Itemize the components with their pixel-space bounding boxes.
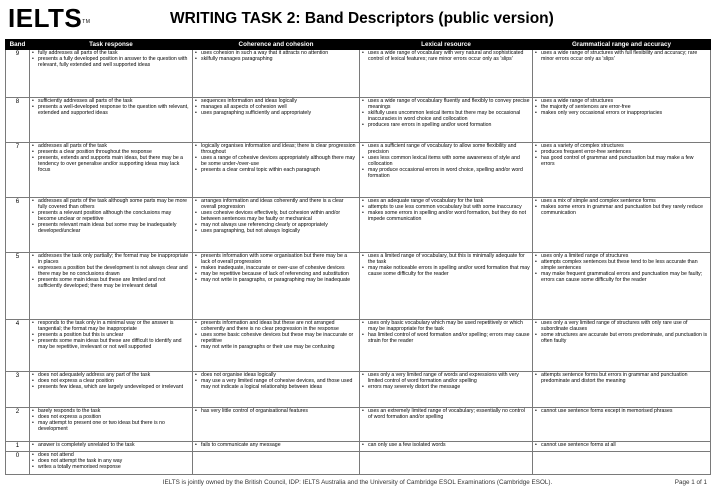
descriptor-item: • uses cohesive devices effectively, but cohesion within and/or between sentences may be faulty or mechanical [195,211,357,223]
band-row-2 [6,408,711,442]
band-row-8 [6,98,711,143]
descriptor-item: • may make noticeable errors in spelling and/or word formation that may cause some difficulty for the reader [362,266,530,278]
coherence-cohesion-list [195,254,357,284]
coherence-cohesion-list [195,144,357,174]
band-score: 5 [6,253,30,320]
descriptor-item: • produces frequent error-free sentences [535,150,708,156]
lexical-resource-list [362,373,530,391]
descriptor-item: • can only use a few isolated words [362,443,530,449]
task-response-cell [30,372,193,408]
descriptor-item: • presents few ideas, which are largely undeveloped or irrelevant [32,385,190,391]
descriptor-item: • presents some main ideas but these are limited and not sufficiently developed; there may be irrelevant detail [32,278,190,290]
descriptor-item: • produces rare errors in spelling and/or word formation [362,123,530,129]
coherence-cohesion-list [195,321,357,351]
descriptor-item: • uses a variety of complex structures [535,144,708,150]
descriptor-item: • presents a clear central topic within each paragraph [195,168,357,174]
lexical-resource-cell [360,143,533,198]
header-band: Band [6,40,30,50]
band-row-1 [6,442,711,452]
descriptor-item: • does not express a clear position [32,379,190,385]
descriptor-item: • uses a wide range of structures with full flexibility and accuracy; rare minor errors occur only as 'slips' [535,51,708,63]
page-title: WRITING TASK 2: Band Descriptors (public version) [170,10,554,27]
lexical-resource-cell [360,253,533,320]
descriptor-item: • makes inadequate, inaccurate or over-use of cohesive devices [195,266,357,272]
grammatical-range-list [535,51,708,63]
descriptor-item: • uses only a very limited range of structures with only rare use of subordinate clauses [535,321,708,333]
grammatical-range-cell [533,320,711,372]
band-score: 9 [6,50,30,98]
descriptor-item: • uses less common lexical items with some awareness of style and collocation [362,156,530,168]
page-number: Page 1 of 1 [674,479,707,486]
grammatical-range-cell [533,98,711,143]
band-score: 8 [6,98,30,143]
band-descriptors-table [5,39,711,475]
descriptor-item: • makes only very occasional errors or inappropriacies [535,111,708,117]
lexical-resource-list [362,144,530,179]
band-score: 3 [6,372,30,408]
grammatical-range-cell [533,253,711,320]
task-response-cell [30,253,193,320]
descriptor-item: • the majority of sentences are error-free [535,105,708,111]
coherence-cohesion-cell [193,253,360,320]
band-row-9 [6,50,711,98]
descriptor-item: • sequences information and ideas logically [195,99,357,105]
lexical-resource-list [362,51,530,63]
coherence-cohesion-list [195,51,357,63]
band-row-0 [6,452,711,475]
coherence-cohesion-cell [193,442,360,452]
task-response-list [32,453,190,471]
descriptor-item: • fully addresses all parts of the task [32,51,190,57]
grammatical-range-cell [533,442,711,452]
descriptor-item: • addresses all parts of the task although some parts may be more fully covered than others [32,199,190,211]
grammatical-range-cell [533,198,711,253]
descriptor-item: • cannot use sentence forms except in memorised phrases [535,409,708,415]
descriptor-item: • some structures are accurate but errors predominate, and punctuation is often faulty [535,333,708,345]
descriptor-item: • presents some main ideas but these are difficult to identify and may be repetitive, irrelevant or not well supported [32,339,190,351]
task-response-list [32,199,190,234]
descriptor-item: • uses paragraphing sufficiently and appropriately [195,111,357,117]
header-grammatical-range: Grammatical range and accuracy [533,40,711,50]
task-response-cell [30,320,193,372]
band-score: 4 [6,320,30,372]
descriptor-item: • makes some errors in grammar and punctuation but they rarely reduce communication [535,205,708,217]
descriptor-item: • expresses a position but the development is not always clear and there may be no conclusions drawn [32,266,190,278]
header-lexical-resource: Lexical resource [360,40,533,50]
descriptor-item: • does not express a position [32,415,190,421]
descriptor-item: • arranges information and ideas coherently and there is a clear overall progression [195,199,357,211]
lexical-resource-cell [360,320,533,372]
lexical-resource-list [362,254,530,278]
grammatical-range-cell [533,372,711,408]
descriptor-item: • skilfully manages paragraphing [195,57,357,63]
footer-note: IELTS is jointly owned by the British Council, IDP: IELTS Australia and the University of Cambridge ESOL Examinations (Cambridge ESOL). [162,479,553,486]
descriptor-item: • uses a range of cohesive devices appropriately although there may be some under-/over-use [195,156,357,168]
grammatical-range-list [535,409,708,415]
descriptor-item: • presents relevant main ideas but some may be inadequately developed/unclear [32,223,190,235]
descriptor-item: • uses some basic cohesive devices but these may be inaccurate or repetitive [195,333,357,345]
descriptor-item: • does not organise ideas logically [195,373,357,379]
grammatical-range-list [535,321,708,345]
lexical-resource-cell [360,442,533,452]
descriptor-item: • presents information and ideas but these are not arranged coherently and there is no clear progression in the response [195,321,357,333]
ielts-logo [8,3,90,33]
band-row-3 [6,372,711,408]
grammatical-range-cell [533,408,711,442]
task-response-list [32,99,190,117]
grammatical-range-list [535,443,708,449]
descriptor-item: • makes some errors in spelling and/or word formation, but they do not impede communication [362,211,530,223]
task-response-cell [30,442,193,452]
coherence-cohesion-cell [193,372,360,408]
descriptor-item: • has good control of grammar and punctuation but may make a few errors [535,156,708,168]
descriptor-item: • presents a clear position throughout the response [32,150,190,156]
descriptor-item: • responds to the task only in a minimal way or the answer is tangential; the format may be inappropriate [32,321,190,333]
descriptor-item: • cannot use sentence forms at all [535,443,708,449]
coherence-cohesion-cell [193,452,360,475]
descriptor-item: • barely responds to the task [32,409,190,415]
descriptor-item: • presents a well-developed response to the question with relevant, extended and supported ideas [32,105,190,117]
lexical-resource-list [362,409,530,421]
task-response-cell [30,198,193,253]
table-body [6,50,711,475]
band-row-5 [6,253,711,320]
descriptor-item: • may not write in paragraphs, or paragraphing may be inadequate [195,278,357,284]
band-score: 1 [6,442,30,452]
coherence-cohesion-list [195,409,357,415]
task-response-cell [30,143,193,198]
descriptor-item: • may use a very limited range of cohesive devices, and those used may not indicate a logical relationship between ideas [195,379,357,391]
descriptor-item: • uses a wide range of vocabulary with very natural and sophisticated control of lexical features; rare minor errors occur only as 'slips' [362,51,530,63]
descriptor-item: • uses a mix of simple and complex sentence forms [535,199,708,205]
lexical-resource-list [362,199,530,223]
descriptor-item: • presents information with some organisation but there may be a lack of overall progression [195,254,357,266]
task-response-list [32,321,190,351]
lexical-resource-list [362,99,530,129]
descriptor-item: • writes a totally memorised response [32,465,190,471]
coherence-cohesion-cell [193,50,360,98]
lexical-resource-cell [360,452,533,475]
logo-text: IELTS [8,3,83,33]
descriptor-item: • errors may severely distort the message [362,385,530,391]
band-score: 6 [6,198,30,253]
task-response-cell [30,50,193,98]
band-score: 7 [6,143,30,198]
table-header-row [6,40,711,50]
lexical-resource-cell [360,98,533,143]
grammatical-range-list [535,254,708,284]
lexical-resource-cell [360,408,533,442]
descriptor-item: • uses cohesion in such a way that it attracts no attention [195,51,357,57]
descriptor-item: • uses only a limited range of structures [535,254,708,260]
task-response-list [32,144,190,174]
band-row-6 [6,198,711,253]
descriptor-item: • attempts sentence forms but errors in grammar and punctuation predominate and distort the meaning [535,373,708,385]
band-row-7 [6,143,711,198]
descriptor-item: • presents, extends and supports main ideas, but there may be a tendency to over generalise and/or supporting ideas may lack focus [32,156,190,174]
descriptor-item: • presents a fully developed position in answer to the question with relevant, fully extended and well supported ideas [32,57,190,69]
task-response-list [32,443,190,449]
descriptor-item: • addresses all parts of the task [32,144,190,150]
descriptor-item: • does not attend [32,453,190,459]
descriptor-item: • does not attempt the task in any way [32,459,190,465]
grammatical-range-list [535,373,708,385]
descriptor-item: • uses a sufficient range of vocabulary to allow some flexibility and precision [362,144,530,156]
descriptor-item: • uses a limited range of vocabulary, but this is minimally adequate for the task [362,254,530,266]
descriptor-item: • does not adequately address any part of the task [32,373,190,379]
descriptor-item: • attempts to use less common vocabulary but with some inaccuracy [362,205,530,211]
descriptor-item: • may not write in paragraphs or their use may be confusing [195,345,357,351]
lexical-resource-cell [360,198,533,253]
grammatical-range-list [535,99,708,117]
descriptor-item: • may produce occasional errors in word choice, spelling and/or word formation [362,168,530,180]
task-response-cell [30,98,193,143]
descriptor-item: • uses an extremely limited range of vocabulary; essentially no control of word formation and/or spelling [362,409,530,421]
task-response-cell [30,452,193,475]
header-coherence-cohesion: Coherence and cohesion [193,40,360,50]
grammatical-range-cell [533,50,711,98]
task-response-list [32,373,190,391]
descriptor-item: • addresses the task only partially; the format may be inappropriate in places [32,254,190,266]
descriptor-item: • has limited control of word formation and/or spelling; errors may cause strain for the reader [362,333,530,345]
descriptor-item: • uses a wide range of vocabulary fluently and flexibly to convey precise meanings [362,99,530,111]
descriptor-item: • may attempt to present one or two ideas but there is no development [32,421,190,433]
task-response-list [32,409,190,433]
coherence-cohesion-cell [193,408,360,442]
grammatical-range-cell [533,452,711,475]
lexical-resource-cell [360,372,533,408]
coherence-cohesion-list [195,99,357,117]
band-score: 0 [6,452,30,475]
descriptor-item: • may be repetitive because of lack of referencing and substitution [195,272,357,278]
lexical-resource-list [362,443,530,449]
descriptor-item: • logically organises information and ideas; there is clear progression throughout [195,144,357,156]
grammatical-range-list [535,144,708,168]
band-row-4 [6,320,711,372]
coherence-cohesion-list [195,443,357,449]
descriptor-item: • attempts complex sentences but these tend to be less accurate than simple sentences [535,260,708,272]
task-response-list [32,51,190,69]
coherence-cohesion-list [195,373,357,391]
lexical-resource-list [362,321,530,345]
descriptor-item: • uses a wide range of structures [535,99,708,105]
descriptor-item: • may not always use referencing clearly or appropriately [195,223,357,229]
descriptor-item: • has very little control of organisational features [195,409,357,415]
grammatical-range-cell [533,143,711,198]
coherence-cohesion-cell [193,98,360,143]
grammatical-range-list [535,199,708,217]
lexical-resource-cell [360,50,533,98]
descriptor-item: • presents a position but this is unclear [32,333,190,339]
band-score: 2 [6,408,30,442]
trademark-mark: TM [82,19,91,25]
coherence-cohesion-list [195,199,357,234]
descriptor-item: • uses only a very limited range of words and expressions with very limited control of word formation and/or spelling [362,373,530,385]
descriptor-item: • skilfully uses uncommon lexical items but there may be occasional inaccuracies in word choice and collocation [362,111,530,123]
descriptor-item: • uses an adequate range of vocabulary for the task [362,199,530,205]
coherence-cohesion-cell [193,143,360,198]
descriptor-item: • fails to communicate any message [195,443,357,449]
descriptor-item: • presents a relevant position although the conclusions may become unclear or repetitive [32,211,190,223]
descriptor-item: • manages all aspects of cohesion well [195,105,357,111]
descriptor-item: • sufficiently addresses all parts of the task [32,99,190,105]
task-response-cell [30,408,193,442]
header-task-response: Task response [30,40,193,50]
descriptor-item: • answer is completely unrelated to the task [32,443,190,449]
coherence-cohesion-cell [193,198,360,253]
task-response-list [32,254,190,289]
coherence-cohesion-cell [193,320,360,372]
descriptor-item: • uses only basic vocabulary which may be used repetitively or which may be inappropriate for the task [362,321,530,333]
descriptor-item: • may make frequent grammatical errors and punctuation may be faulty; errors can cause some difficulty for the reader [535,272,708,284]
descriptor-item: • uses paragraphing, but not always logically [195,229,357,235]
